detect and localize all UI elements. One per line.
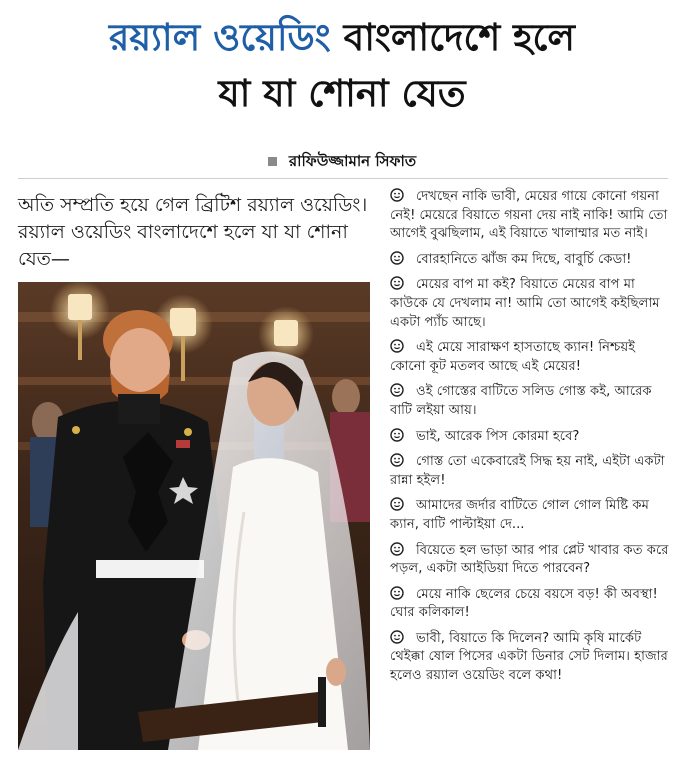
- smiley-icon: [390, 383, 404, 397]
- headline-line-1: [0, 10, 684, 66]
- smiley-icon: [390, 188, 404, 202]
- quote-text: বোরহানিতে ঝাঁজ কম দিছে, বাবুর্চি কেডা!: [416, 251, 632, 267]
- quotes-list: [390, 188, 670, 693]
- quote-text: আমাদের জর্দার বাটিতে গোল গোল মিষ্টি কম ক্যান, বাটি পাল্টাইয়া দে...: [390, 498, 649, 532]
- quote-item: [390, 276, 670, 332]
- quote-item: [390, 586, 670, 623]
- divider: [18, 178, 668, 179]
- quote-text: গোস্ত তো একেবারেই সিদ্ধ হয় নাই, এইটা একটা রান্না হইল!: [390, 454, 665, 488]
- smiley-icon: [390, 497, 404, 511]
- quote-text: এই মেয়ে সারাক্ষণ হাসতাছে ক্যান! নিশ্চয়ই কোনো কূট মতলব আছে এই মেয়ের!: [390, 340, 636, 374]
- headline: [0, 10, 684, 122]
- byline: [0, 150, 684, 175]
- smiley-icon: [390, 586, 404, 600]
- quote-item: [390, 453, 670, 490]
- smiley-icon: [390, 630, 404, 644]
- quote-text: ওই গোস্তের বাটিতে সলিড গোস্ত কই, আরেক বাটি লইয়া আয়।: [390, 384, 652, 418]
- smiley-icon: [390, 276, 404, 290]
- quote-item: [390, 383, 670, 420]
- wedding-photo: [18, 282, 370, 750]
- quote-text: মেয়ে নাকি ছেলের চেয়ে বয়সে বড়! কী অবস্থা! ঘোর কলিকাল!: [390, 586, 658, 621]
- headline-line-2: যা যা শোনা যেত: [218, 72, 466, 115]
- smiley-icon: [390, 251, 404, 265]
- quote-item: [390, 188, 670, 244]
- quote-item: [390, 497, 670, 534]
- quote-item: [390, 630, 670, 686]
- headline-rest: বাংলাদেশে হলে: [343, 16, 575, 59]
- intro-text: অতি সম্প্রতি হয়ে গেল ব্রিটিশ রয়্যাল ওয়েডিং। রয়্যাল ওয়েডিং বাংলাদেশে হলে যা যা শোনা যেত—: [18, 194, 368, 270]
- quote-text: ভাবী, বিয়াতে কি দিলেন? আমি কৃষি মার্কেট থেইক্কা ষোল পিসের একটা ডিনার সেট দিলাম। হাজার হলেও রয়্যাল ওয়েডিং বলে কথা!: [390, 630, 668, 684]
- smiley-icon: [390, 453, 404, 467]
- quote-item: [390, 251, 670, 270]
- author-name: রাফিউজ্জামান সিফাত: [288, 152, 417, 170]
- quote-item: [390, 542, 670, 579]
- quote-item: [390, 339, 670, 376]
- quote-text: দেখছেন নাকি ভাবী, মেয়ের গায়ে কোনো গয়না নেই! মেয়েরে বিয়াতে গয়না দেয় নাই নাকি! আমি তো আগেই বুঝছিলাম, এই বিয়াতে খালাম্মার মত নাই।: [390, 189, 668, 242]
- smiley-icon: [390, 339, 404, 353]
- smiley-icon: [390, 428, 404, 442]
- quote-item: [390, 428, 670, 447]
- smiley-icon: [390, 542, 404, 556]
- quote-text: বিয়েতে হল ভাড়া আর পার প্লেট খাবার কত করে পড়ল, একটা আইডিয়া দিতে পারবেন?: [390, 542, 669, 577]
- headline-accent: রয়্যাল ওয়েডিং: [109, 16, 331, 59]
- quote-text: ভাই, আরেক পিস কোরমা হবে?: [416, 428, 580, 444]
- wedding-photo-illustration: [18, 282, 370, 750]
- square-bullet-icon: [268, 157, 277, 166]
- quote-text: মেয়ের বাপ মা কই? বিয়াতে মেয়ের বাপ মা কাউকে যে দেখলাম না! আমি তো আগেই কইছিলাম একটা প্যাঁচ আছে।: [390, 277, 660, 330]
